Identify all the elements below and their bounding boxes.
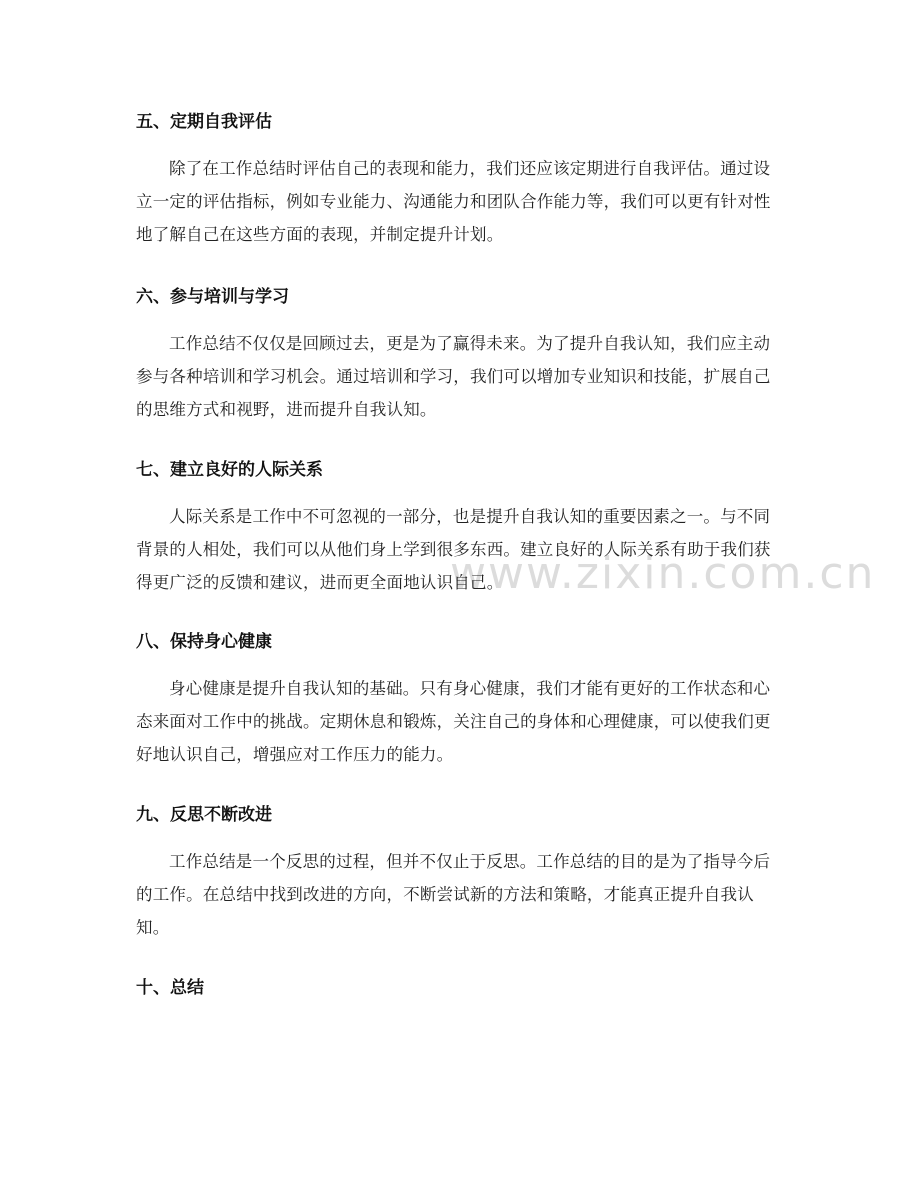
section-heading: 十、总结 (136, 978, 204, 998)
section-9 (136, 803, 786, 944)
section-heading: 七、建立良好的人际关系 (136, 460, 323, 480)
section-heading: 九、反思不断改进 (136, 805, 272, 825)
watermark: www.zixin.com.cn (450, 548, 876, 599)
section-heading: 五、定期自我评估 (136, 112, 272, 132)
section-7 (136, 458, 786, 599)
section-paragraph: 工作总结是一个反思的过程，但并不仅止于反思。工作总结的目的是为了指导今后的工作。在总结中找到改进的方向，不断尝试新的方法和策略，才能真正提升自我认知。 (136, 852, 771, 937)
section-paragraph: 人际关系是工作中不可忽视的一部分，也是提升自我认知的重要因素之一。与不同背景的人相处，我们可以从他们身上学到很多东西。建立良好的人际关系有助于我们获得更广泛的反馈和建议，进而更全面地认识自己。 (136, 507, 771, 592)
section-10 (136, 976, 786, 1000)
section-8 (136, 630, 786, 771)
section-6 (136, 285, 786, 426)
section-5 (136, 110, 786, 251)
section-heading: 八、保持身心健康 (136, 632, 272, 652)
section-heading: 六、参与培训与学习 (136, 287, 289, 307)
section-paragraph: 身心健康是提升自我认知的基础。只有身心健康，我们才能有更好的工作状态和心态来面对工作中的挑战。定期休息和锻炼，关注自己的身体和心理健康，可以使我们更好地认识自己，增强应对工作压力的能力。 (136, 679, 771, 764)
section-paragraph: 除了在工作总结时评估自己的表现和能力，我们还应该定期进行自我评估。通过设立一定的评估指标，例如专业能力、沟通能力和团队合作能力等，我们可以更有针对性地了解自己在这些方面的表现，并制定提升计划。 (136, 159, 771, 244)
section-paragraph: 工作总结不仅仅是回顾过去，更是为了赢得未来。为了提升自我认知，我们应主动参与各种培训和学习机会。通过培训和学习，我们可以增加专业知识和技能，扩展自己的思维方式和视野，进而提升自我认知。 (136, 334, 771, 419)
